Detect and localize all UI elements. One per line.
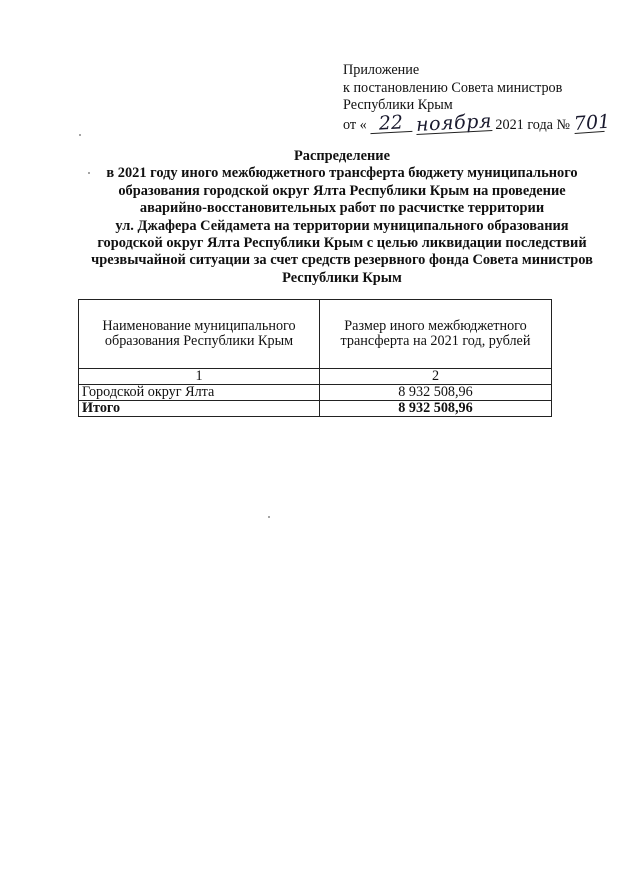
scan-speck (79, 134, 81, 136)
header-municipality: Наименование муниципального образования Республики Крым (79, 300, 320, 369)
title-line: Республики Крым (282, 269, 402, 286)
title-heading: Распределение (294, 148, 390, 164)
total-row (79, 401, 552, 417)
distribution-table (78, 299, 552, 417)
annex-republic-line: Республики Крым (343, 97, 453, 113)
order-year-text: 2021 года № (495, 116, 571, 133)
header-transfer-amount: Размер иного межбюджетного трансферта на 2021 год, рублей (320, 300, 552, 369)
title-line: в 2021 году иного межбюджетного трансферта бюджету муниципального (106, 165, 578, 182)
annex-block (343, 62, 611, 136)
table-header-row (79, 300, 552, 369)
table-row (79, 385, 552, 401)
title-line: городской округ Ялта Республики Крым с целью ликвидации последствий (97, 235, 587, 252)
title-line: образования городской округ Ялта Республики Крым на проведение (118, 182, 566, 199)
handwritten-month: ноября (415, 109, 493, 136)
column-number: 2 (320, 369, 552, 385)
total-amount: 8 932 508,96 (320, 401, 552, 417)
handwritten-day: 22 (370, 113, 413, 133)
transfer-amount: 8 932 508,96 (320, 385, 552, 401)
scan-speck (268, 516, 270, 518)
column-number-row (79, 369, 552, 385)
title-line: чрезвычайной ситуации за счет средств резервного фонда Совета министров (91, 252, 593, 269)
order-prefix: от « (343, 116, 367, 133)
order-date-line (343, 109, 611, 136)
annex-title: Приложение (343, 62, 420, 78)
document-title (76, 148, 608, 287)
column-number: 1 (79, 369, 320, 385)
title-line: ул. Джафера Сейдамета на территории муниципального образования (115, 217, 569, 234)
municipality-name: Городской округ Ялта (79, 385, 320, 401)
total-label: Итого (79, 401, 320, 417)
handwritten-order-number: 701 (572, 110, 611, 135)
annex-resolution-line: к постановлению Совета министров (343, 79, 563, 96)
title-line: аварийно-восстановительных работ по расчистке территории (139, 200, 545, 217)
scan-speck (88, 172, 90, 174)
